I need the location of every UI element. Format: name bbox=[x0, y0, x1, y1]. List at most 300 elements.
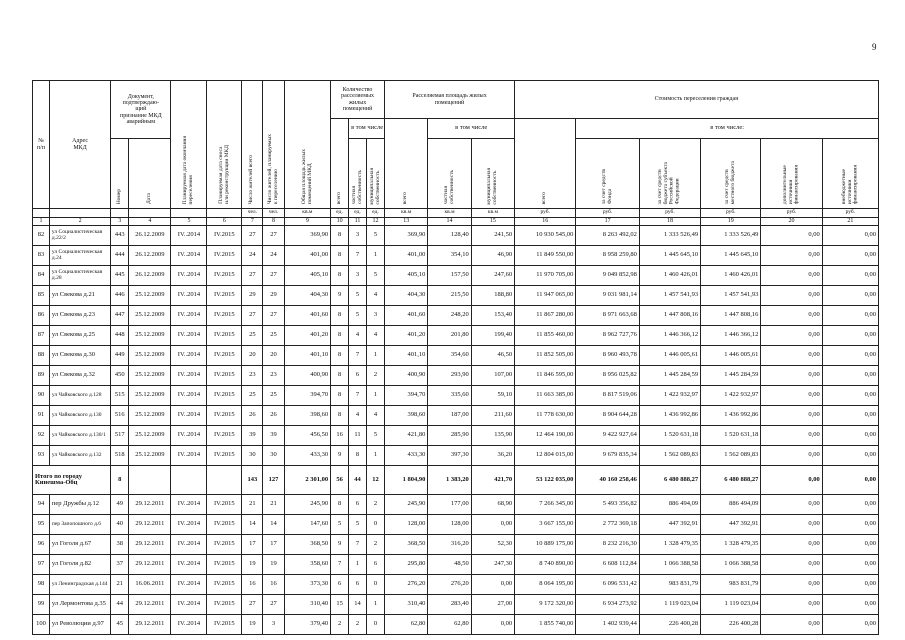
table-cell: 433,30 bbox=[385, 446, 428, 466]
address-cell: ул Чайковского д.128 bbox=[49, 386, 110, 406]
table-cell: IV.2015 bbox=[207, 555, 242, 575]
table-cell: 17 bbox=[263, 535, 284, 555]
table-cell: 25.12.2009 bbox=[129, 426, 171, 446]
table-cell: 295,80 bbox=[385, 555, 428, 575]
table-cell: 3 bbox=[349, 226, 367, 246]
table-cell: 0 bbox=[367, 515, 385, 535]
table-cell: 6 608 112,84 bbox=[576, 555, 639, 575]
table-cell: 1 520 631,18 bbox=[639, 426, 700, 446]
table-cell: 226 400,28 bbox=[639, 615, 700, 635]
table-row bbox=[33, 326, 879, 346]
column-number: 4 bbox=[129, 218, 171, 226]
table-cell: 368,50 bbox=[385, 535, 428, 555]
table-cell: 26 bbox=[242, 406, 263, 426]
header-address: Адрес МКД bbox=[49, 81, 110, 209]
table-cell: 0,00 bbox=[822, 266, 878, 286]
table-cell: 421,70 bbox=[471, 466, 514, 495]
table-cell: 5 bbox=[367, 226, 385, 246]
table-cell: 91 bbox=[33, 406, 50, 426]
table-cell: 0,00 bbox=[761, 346, 822, 366]
column-numbers-row bbox=[33, 218, 879, 226]
table-cell: 59,10 bbox=[471, 386, 514, 406]
table-cell: 447 bbox=[111, 306, 129, 326]
table-cell: 26 bbox=[263, 406, 284, 426]
table-cell: 0,00 bbox=[761, 406, 822, 426]
table-cell: 0,00 bbox=[761, 426, 822, 446]
table-cell: 0,00 bbox=[761, 575, 822, 595]
table-cell bbox=[129, 466, 171, 495]
table-cell: 0,00 bbox=[761, 386, 822, 406]
column-number: 5 bbox=[171, 218, 207, 226]
table-cell: 0,00 bbox=[761, 306, 822, 326]
total-row bbox=[33, 466, 879, 495]
table-cell: 7 bbox=[349, 386, 367, 406]
table-cell: 49 bbox=[111, 495, 129, 515]
column-number: 7 bbox=[242, 218, 263, 226]
table-cell: 46,90 bbox=[471, 246, 514, 266]
column-number: 14 bbox=[428, 218, 471, 226]
table-row bbox=[33, 595, 879, 615]
table-cell bbox=[207, 466, 242, 495]
table-cell: 24 bbox=[242, 246, 263, 266]
table-cell: 369,90 bbox=[284, 226, 331, 246]
table-cell: 1 bbox=[367, 386, 385, 406]
table-cell: 201,80 bbox=[428, 326, 471, 346]
total-label: Итого по городу Кинешма-Обц bbox=[33, 466, 111, 495]
table-cell: 48,50 bbox=[428, 555, 471, 575]
table-cell: 404,30 bbox=[385, 286, 428, 306]
table-cell: 0,00 bbox=[822, 226, 878, 246]
table-cell: 9 422 927,64 bbox=[576, 426, 639, 446]
table-cell: 8 bbox=[331, 495, 349, 515]
table-cell: 2 bbox=[367, 495, 385, 515]
header-rooms-including: в том числе bbox=[349, 119, 385, 139]
unit-cell bbox=[49, 209, 110, 218]
table-cell: 25.12.2009 bbox=[129, 446, 171, 466]
header-cost-total: всего bbox=[515, 119, 576, 209]
unit-cell: ед. bbox=[349, 209, 367, 218]
table-cell: 83 bbox=[33, 246, 50, 266]
table-cell: 368,50 bbox=[284, 535, 331, 555]
table-cell: 8 bbox=[331, 246, 349, 266]
header-rooms-private: частная собственность bbox=[349, 139, 367, 209]
table-row bbox=[33, 286, 879, 306]
table-cell: 515 bbox=[111, 386, 129, 406]
address-cell: ул Чайковского д.130/1 bbox=[49, 426, 110, 446]
table-cell: 25.12.2009 bbox=[129, 366, 171, 386]
table-cell: 0,00 bbox=[761, 326, 822, 346]
header-cost-offbudget: внебюджетные источники финансирования bbox=[822, 139, 878, 209]
header-area-total: всего bbox=[385, 119, 428, 209]
table-cell: 2 301,00 bbox=[284, 466, 331, 495]
table-cell: 25 bbox=[263, 326, 284, 346]
table-cell: 85 bbox=[33, 286, 50, 306]
table-cell: 7 bbox=[349, 246, 367, 266]
table-cell: 8 740 890,00 bbox=[515, 555, 576, 575]
table-cell: 518 bbox=[111, 446, 129, 466]
table-cell: 25.12.2009 bbox=[129, 406, 171, 426]
table-cell: 1 119 023,04 bbox=[701, 595, 761, 615]
header-planned-demolition: Планируемая дата сноса или реконструкции МКД bbox=[207, 81, 242, 209]
table-cell: 8 bbox=[331, 266, 349, 286]
table-cell: 394,70 bbox=[385, 386, 428, 406]
table-cell: 188,80 bbox=[471, 286, 514, 306]
table-cell: 397,30 bbox=[428, 446, 471, 466]
table-cell: 0,00 bbox=[761, 535, 822, 555]
table-cell: IV..2014 bbox=[171, 266, 207, 286]
table-cell: IV..2014 bbox=[171, 346, 207, 366]
resettlement-table bbox=[32, 80, 879, 635]
table-row bbox=[33, 426, 879, 446]
table-cell: 11 bbox=[349, 426, 367, 446]
table-cell: 14 bbox=[242, 515, 263, 535]
table-cell: 11 970 705,00 bbox=[515, 266, 576, 286]
table-cell: 20 bbox=[242, 346, 263, 366]
header-doc-date: Дата bbox=[129, 139, 171, 209]
table-cell: 38 bbox=[111, 535, 129, 555]
table-cell: 6 480 888,27 bbox=[639, 466, 700, 495]
table-cell: 11 867 280,00 bbox=[515, 306, 576, 326]
table-row bbox=[33, 346, 879, 366]
table-cell: 1 460 426,01 bbox=[639, 266, 700, 286]
table-cell: IV.2015 bbox=[207, 226, 242, 246]
header-document: Документ, подтверждаю- щий признание МКД аварийным bbox=[111, 81, 171, 139]
header-planned-end: Планируемая дата окончания переселения bbox=[171, 81, 207, 209]
table-cell: 226 400,28 bbox=[701, 615, 761, 635]
table-data bbox=[33, 226, 879, 635]
table-row bbox=[33, 575, 879, 595]
column-number: 19 bbox=[701, 218, 761, 226]
header-cost-local: за счет средств местного бюджета bbox=[701, 139, 761, 209]
table-cell: 25.12.2009 bbox=[129, 326, 171, 346]
table-cell: 6 934 273,92 bbox=[576, 595, 639, 615]
table-cell: 27 bbox=[242, 226, 263, 246]
table-row bbox=[33, 406, 879, 426]
table-cell: IV.2015 bbox=[207, 386, 242, 406]
table-cell: 2 bbox=[349, 615, 367, 635]
table-cell: 44 bbox=[349, 466, 367, 495]
address-cell: пер Запопошного д.6 bbox=[49, 515, 110, 535]
table-cell: 1 066 388,58 bbox=[701, 555, 761, 575]
table-cell: 40 160 258,46 bbox=[576, 466, 639, 495]
table-cell: 8 956 025,82 bbox=[576, 366, 639, 386]
address-cell: ул Свекова д.30 bbox=[49, 346, 110, 366]
table-cell: 20 bbox=[263, 346, 284, 366]
table-cell: 5 bbox=[349, 515, 367, 535]
table-cell: 5 493 356,82 bbox=[576, 495, 639, 515]
table-cell: 1 447 808,16 bbox=[639, 306, 700, 326]
table-cell: 358,60 bbox=[284, 555, 331, 575]
table-cell: 6 096 531,42 bbox=[576, 575, 639, 595]
table-cell: 1 119 023,04 bbox=[639, 595, 700, 615]
table-cell: IV.2015 bbox=[207, 246, 242, 266]
table-cell: 293,90 bbox=[428, 366, 471, 386]
table-cell: 17 bbox=[242, 535, 263, 555]
unit-cell: ед. bbox=[367, 209, 385, 218]
table-cell: 1 bbox=[367, 346, 385, 366]
table-cell: 4 bbox=[367, 286, 385, 306]
table-cell: 1 457 541,93 bbox=[701, 286, 761, 306]
address-cell: ул Революции д.97 bbox=[49, 615, 110, 635]
table-cell: 983 831,79 bbox=[639, 575, 700, 595]
header-cost-fund: за счет средств Фонда bbox=[576, 139, 639, 209]
table-cell: 445 bbox=[111, 266, 129, 286]
column-number: 10 bbox=[331, 218, 349, 226]
table-cell: 68,90 bbox=[471, 495, 514, 515]
table-cell: IV.2015 bbox=[207, 366, 242, 386]
table-cell: IV..2014 bbox=[171, 226, 207, 246]
table-cell: 56 bbox=[331, 466, 349, 495]
table-cell: 447 392,91 bbox=[701, 515, 761, 535]
table-cell: 6 bbox=[331, 575, 349, 595]
table-cell: 84 bbox=[33, 266, 50, 286]
table-cell: 27 bbox=[263, 595, 284, 615]
column-number: 17 bbox=[576, 218, 639, 226]
table-cell: 27 bbox=[242, 266, 263, 286]
table-cell: 3 bbox=[367, 306, 385, 326]
table-cell: 401,60 bbox=[284, 306, 331, 326]
column-number: 1 bbox=[33, 218, 50, 226]
table-cell: 1 562 089,83 bbox=[639, 446, 700, 466]
column-number: 8 bbox=[263, 218, 284, 226]
table-cell: 25 bbox=[242, 326, 263, 346]
table-cell: 0,00 bbox=[761, 246, 822, 266]
table-cell: 2 bbox=[367, 366, 385, 386]
table-cell: 21 bbox=[111, 575, 129, 595]
table-cell: 89 bbox=[33, 366, 50, 386]
table-cell: 354,10 bbox=[428, 246, 471, 266]
table-cell: IV..2014 bbox=[171, 286, 207, 306]
header-area-private: частная собственность bbox=[428, 139, 471, 209]
table-cell: 1 446 005,61 bbox=[639, 346, 700, 366]
table-cell: 46,50 bbox=[471, 346, 514, 366]
table-cell: 16.06.2011 bbox=[129, 575, 171, 595]
table-cell: 886 494,09 bbox=[701, 495, 761, 515]
table-cell: 1 422 932,97 bbox=[701, 386, 761, 406]
table-cell: 2 bbox=[331, 615, 349, 635]
table-cell: 177,00 bbox=[428, 495, 471, 515]
table-cell: IV..2014 bbox=[171, 306, 207, 326]
table-cell: 1 bbox=[367, 446, 385, 466]
table-cell: 456,50 bbox=[284, 426, 331, 446]
table-cell: 443 bbox=[111, 226, 129, 246]
table-cell: 53 122 035,00 bbox=[515, 466, 576, 495]
table-cell: 398,60 bbox=[284, 406, 331, 426]
table-cell: 401,20 bbox=[284, 326, 331, 346]
table-cell: 0,00 bbox=[471, 615, 514, 635]
table-cell: 2 bbox=[367, 535, 385, 555]
header-doc-number: Номер bbox=[111, 139, 129, 209]
table-cell: 401,20 bbox=[385, 326, 428, 346]
table-cell: 1 446 366,12 bbox=[701, 326, 761, 346]
column-number: 15 bbox=[471, 218, 514, 226]
table-cell: 87 bbox=[33, 326, 50, 346]
table-cell: 0,00 bbox=[822, 286, 878, 306]
column-number: 3 bbox=[111, 218, 129, 226]
table-cell: IV.2015 bbox=[207, 595, 242, 615]
unit-cell bbox=[207, 209, 242, 218]
table-cell: 128,00 bbox=[428, 515, 471, 535]
table-cell: 0,00 bbox=[471, 575, 514, 595]
table-cell: 0,00 bbox=[761, 366, 822, 386]
table-cell: 8 bbox=[331, 306, 349, 326]
table-cell: 1 855 740,00 bbox=[515, 615, 576, 635]
table-cell: 8 bbox=[349, 446, 367, 466]
table-cell: 5 bbox=[367, 426, 385, 446]
table-row bbox=[33, 226, 879, 246]
address-cell: ул Гоголя д.67 bbox=[49, 535, 110, 555]
table-cell: 6 bbox=[349, 575, 367, 595]
table-cell: 86 bbox=[33, 306, 50, 326]
table-cell: 0,00 bbox=[471, 515, 514, 535]
table-cell: 8 817 519,06 bbox=[576, 386, 639, 406]
table-cell: 285,90 bbox=[428, 426, 471, 446]
table-cell: 8 bbox=[331, 406, 349, 426]
column-number: 9 bbox=[284, 218, 331, 226]
table-cell: 127 bbox=[263, 466, 284, 495]
table-cell: IV..2014 bbox=[171, 535, 207, 555]
table-cell: IV.2015 bbox=[207, 515, 242, 535]
table-cell: 247,60 bbox=[471, 266, 514, 286]
table-cell: 215,50 bbox=[428, 286, 471, 306]
table-cell: IV.2015 bbox=[207, 535, 242, 555]
table-cell: 100 bbox=[33, 615, 50, 635]
table-cell: 27 bbox=[242, 595, 263, 615]
table-cell: 14 bbox=[263, 515, 284, 535]
table-cell: 1 445 645,10 bbox=[701, 246, 761, 266]
table-cell: 448 bbox=[111, 326, 129, 346]
table-cell: 1 460 426,01 bbox=[701, 266, 761, 286]
table-cell: 1 bbox=[367, 595, 385, 615]
table-cell: 3 bbox=[263, 615, 284, 635]
address-cell: ул Чайковского д.132 bbox=[49, 446, 110, 466]
table-cell: 187,00 bbox=[428, 406, 471, 426]
table-cell: 30 bbox=[242, 446, 263, 466]
table-cell: 153,40 bbox=[471, 306, 514, 326]
table-cell: 10 930 545,00 bbox=[515, 226, 576, 246]
table-cell: 143 bbox=[242, 466, 263, 495]
table-cell: 39 bbox=[263, 426, 284, 446]
table-cell: 247,30 bbox=[471, 555, 514, 575]
table-cell: 4 bbox=[349, 326, 367, 346]
unit-cell: кв.м bbox=[428, 209, 471, 218]
table-cell: 27 bbox=[263, 266, 284, 286]
table-cell: 29.12.2011 bbox=[129, 555, 171, 575]
table-cell: 450 bbox=[111, 366, 129, 386]
table-cell: 0,00 bbox=[822, 615, 878, 635]
table-cell: 29 bbox=[242, 286, 263, 306]
column-number: 18 bbox=[639, 218, 700, 226]
table-cell: 7 bbox=[331, 555, 349, 575]
table-cell: IV.2015 bbox=[207, 426, 242, 446]
table-cell: 5 bbox=[331, 515, 349, 535]
table-cell: 44 bbox=[111, 595, 129, 615]
table-cell: IV.2015 bbox=[207, 286, 242, 306]
table-cell: 0,00 bbox=[822, 595, 878, 615]
table-cell: IV..2014 bbox=[171, 555, 207, 575]
table-cell: 401,60 bbox=[385, 306, 428, 326]
header-residents-planned: Число жителей, планируемых к переселению bbox=[263, 81, 284, 209]
unit-cell: руб. bbox=[576, 209, 639, 218]
table-cell: IV..2014 bbox=[171, 366, 207, 386]
table-cell: 1 422 932,97 bbox=[639, 386, 700, 406]
table-cell: 0,00 bbox=[761, 446, 822, 466]
table-cell: 405,10 bbox=[385, 266, 428, 286]
table-cell: 10 889 175,00 bbox=[515, 535, 576, 555]
table-cell: 8 960 493,78 bbox=[576, 346, 639, 366]
table-cell: 135,90 bbox=[471, 426, 514, 446]
header-cost-group: Стоимость переселения граждан bbox=[515, 81, 879, 119]
table-cell: 128,40 bbox=[428, 226, 471, 246]
table-cell: IV.2015 bbox=[207, 326, 242, 346]
table-cell: 447 392,91 bbox=[639, 515, 700, 535]
table-cell: 90 bbox=[33, 386, 50, 406]
unit-cell: ед. bbox=[331, 209, 349, 218]
table-row bbox=[33, 446, 879, 466]
header-cost-subject: за счет средств бюджета субъекта Российской Федерации bbox=[639, 139, 700, 209]
table-cell: 27 bbox=[242, 306, 263, 326]
table-row bbox=[33, 515, 879, 535]
table-cell: 19 bbox=[263, 555, 284, 575]
page-number: 9 bbox=[872, 42, 877, 52]
table-cell: IV.2015 bbox=[207, 615, 242, 635]
table-cell: 7 bbox=[349, 346, 367, 366]
table-cell: 7 266 345,00 bbox=[515, 495, 576, 515]
table-cell: 211,60 bbox=[471, 406, 514, 426]
table-cell: IV..2014 bbox=[171, 426, 207, 446]
table-cell: 0,00 bbox=[822, 426, 878, 446]
unit-cell: руб. bbox=[639, 209, 700, 218]
table-cell: 0,00 bbox=[761, 466, 822, 495]
table-cell: 0,00 bbox=[822, 446, 878, 466]
table-row bbox=[33, 495, 879, 515]
table-cell: IV..2014 bbox=[171, 495, 207, 515]
table-cell: 394,70 bbox=[284, 386, 331, 406]
table-cell: 9 bbox=[331, 446, 349, 466]
address-cell: ул Чайковского д.130 bbox=[49, 406, 110, 426]
table-cell: 52,30 bbox=[471, 535, 514, 555]
table-cell: 9 bbox=[331, 535, 349, 555]
table-cell: 27 bbox=[263, 226, 284, 246]
table-cell: 15 bbox=[331, 595, 349, 615]
header-rooms-municipal: муниципальная собственность bbox=[367, 139, 385, 209]
table-cell: 4 bbox=[367, 406, 385, 426]
column-number: 13 bbox=[385, 218, 428, 226]
table-cell: 16 bbox=[242, 575, 263, 595]
table-cell: 5 bbox=[349, 306, 367, 326]
table-cell: 16 bbox=[331, 426, 349, 446]
column-number: 6 bbox=[207, 218, 242, 226]
table-cell: 8 bbox=[331, 226, 349, 246]
table-cell: 9 bbox=[331, 286, 349, 306]
table-cell bbox=[171, 466, 207, 495]
address-cell: ул Свекова д.25 bbox=[49, 326, 110, 346]
table-cell: 400,90 bbox=[284, 366, 331, 386]
table-cell: IV.2015 bbox=[207, 575, 242, 595]
table-cell: 4 bbox=[349, 406, 367, 426]
unit-cell: руб. bbox=[761, 209, 822, 218]
table-cell: IV..2014 bbox=[171, 446, 207, 466]
table-cell: 886 494,09 bbox=[639, 495, 700, 515]
table-cell: 11 855 460,00 bbox=[515, 326, 576, 346]
table-cell: 1 383,20 bbox=[428, 466, 471, 495]
column-number: 16 bbox=[515, 218, 576, 226]
address-cell: ул Социалистическая д.28 bbox=[49, 266, 110, 286]
table-cell: 8 bbox=[331, 366, 349, 386]
unit-cell bbox=[171, 209, 207, 218]
table-cell: 25 bbox=[263, 386, 284, 406]
table-cell: 107,00 bbox=[471, 366, 514, 386]
